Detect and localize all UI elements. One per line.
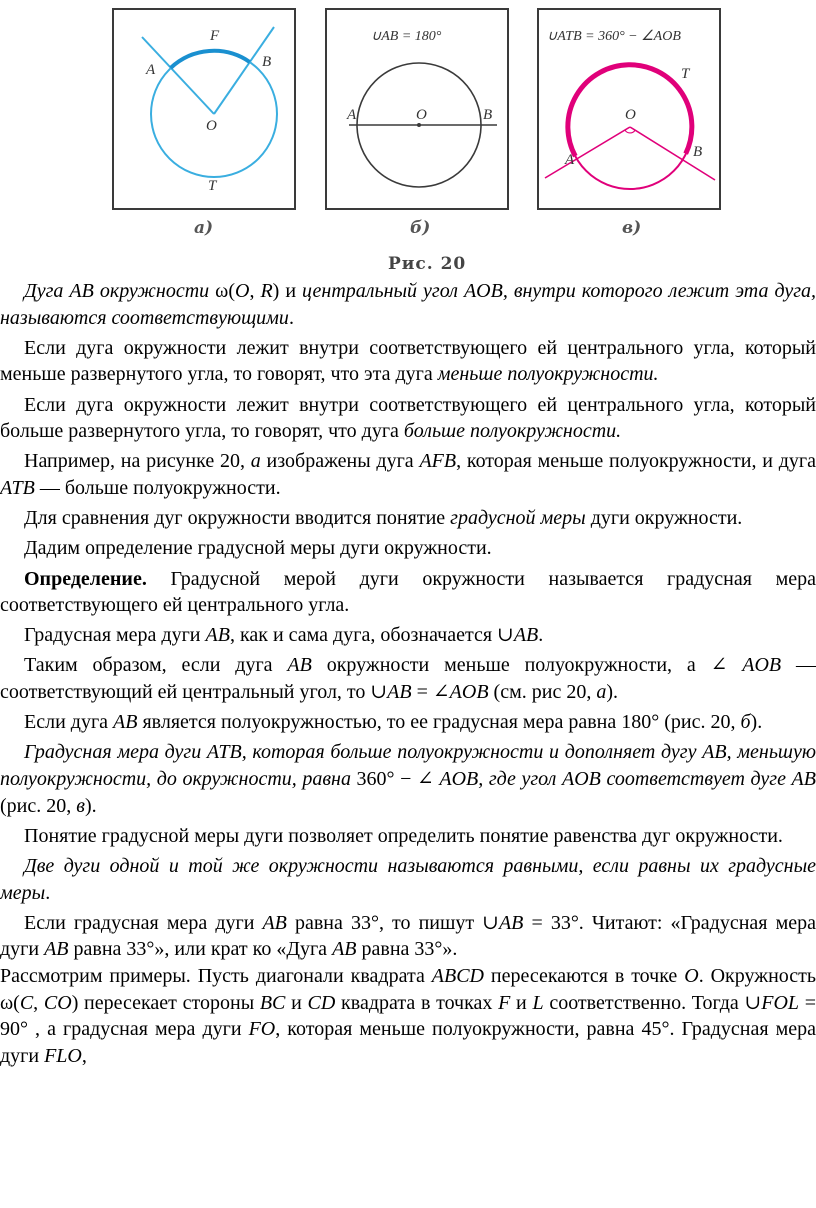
text-span: R bbox=[260, 280, 273, 302]
text-span: Градусная мера дуги bbox=[24, 624, 206, 647]
figure-b bbox=[325, 8, 509, 210]
text-span: Таким образом, если дуга bbox=[24, 654, 288, 677]
text-span: — соответствующий ей центральный угол, то ∪ bbox=[0, 654, 816, 704]
text-span: F bbox=[498, 991, 511, 1014]
paragraph-11 bbox=[0, 739, 816, 819]
text-span: дуги окружности. bbox=[585, 507, 743, 530]
text-span: L bbox=[532, 991, 544, 1014]
text-span: ATB bbox=[0, 476, 35, 499]
text-span: Градусная мера дуги ATB, которая больше полуокружности и дополняет дугу AB, меньшую полуокружности, до окружности, равна bbox=[0, 741, 816, 791]
text-span: — больше полуокружности. bbox=[34, 476, 281, 499]
text-span: CD bbox=[307, 991, 336, 1014]
point-f-label: F bbox=[210, 28, 220, 44]
text-span: = ∠ bbox=[411, 681, 450, 704]
text-span: равна 33°, то пишут ∪ bbox=[286, 911, 499, 934]
text-span: и bbox=[285, 991, 308, 1014]
text-span: AB bbox=[205, 624, 230, 647]
text-span: Если дуга окружности лежит внутри соответствующего ей центрального угла, который больше развернутого угла, то говорят, что дуга bbox=[0, 393, 816, 443]
text-span: ) пересекает стороны bbox=[71, 991, 260, 1014]
figure-b-title: ∪AB = 180° bbox=[371, 29, 442, 44]
text-span: Дадим определение градусной меры дуги окружности. bbox=[24, 537, 492, 560]
text-span: центральный угол AOB bbox=[302, 280, 503, 302]
paragraph-15 bbox=[0, 963, 816, 1069]
text-span: AB bbox=[498, 911, 524, 934]
figure-a bbox=[112, 8, 296, 210]
text-span: и bbox=[510, 991, 533, 1014]
paragraph-13 bbox=[0, 853, 816, 906]
text-span: AFB bbox=[419, 450, 457, 473]
text-span: CO bbox=[43, 991, 72, 1014]
text-span: ABCD bbox=[431, 964, 484, 987]
figure-c-title: ∪ATB = 360° − ∠AOB bbox=[547, 29, 681, 44]
text-span: а bbox=[250, 450, 261, 473]
figure-a-label: а) bbox=[194, 218, 214, 238]
text-span: = 90° , а градусная мера дуги bbox=[0, 991, 816, 1041]
text-span: б bbox=[740, 711, 751, 734]
point-b-label: B bbox=[693, 144, 703, 160]
text-span: AB bbox=[513, 624, 539, 647]
text-span: AOB bbox=[742, 654, 782, 677]
text-span: = 33°. Читают: «Градусная мера дуги bbox=[0, 911, 816, 961]
text-span: Понятие градусной меры дуги позволяет определить понятие равенства дуг окружности. bbox=[24, 824, 783, 847]
figure-a-drawing bbox=[114, 10, 298, 212]
point-b-label: B bbox=[483, 107, 493, 123]
text-span: AOB bbox=[439, 768, 479, 791]
text-span: AB bbox=[113, 711, 138, 734]
text-span: AOB bbox=[449, 681, 489, 704]
point-o-label: O bbox=[416, 107, 427, 123]
paragraph-14 bbox=[0, 910, 816, 963]
text-span: 360° − ∠ bbox=[350, 768, 440, 791]
text-span: равна 33°», или крат ко «Дуга bbox=[68, 938, 333, 961]
point-o-label: O bbox=[206, 118, 217, 134]
figure-c bbox=[537, 8, 721, 210]
paragraph-10 bbox=[0, 709, 816, 736]
point-o-label: O bbox=[625, 107, 636, 123]
text-span: . bbox=[288, 306, 294, 329]
text-span: C bbox=[19, 991, 34, 1014]
point-t-label: T bbox=[681, 66, 690, 82]
text-span: (рис. 20, bbox=[0, 794, 77, 817]
text-span: BC bbox=[259, 991, 286, 1014]
paragraph-5 bbox=[0, 505, 816, 532]
text-span: , внутри которого лежит эта дуга, называются соответствующими bbox=[0, 280, 816, 329]
text-span: , где угол AOB соответствует дуге AB bbox=[478, 768, 816, 791]
text-span: , bbox=[249, 280, 261, 302]
body-text bbox=[0, 278, 816, 1073]
point-a-label: A bbox=[146, 62, 156, 78]
text-span: ω( bbox=[215, 280, 235, 302]
paragraph-2 bbox=[0, 335, 816, 388]
text-span: градусной меры bbox=[450, 507, 586, 530]
figure-caption: Рис. 20 bbox=[388, 254, 467, 274]
text-span: Рассмотрим примеры. Пусть диагонали квадрата bbox=[0, 964, 432, 987]
text-span: окружности меньше полуокружности, а ∠ bbox=[311, 654, 743, 677]
paragraph-6 bbox=[0, 535, 816, 562]
text-span: равна 33°». bbox=[356, 938, 458, 961]
text-span: Градусной мерой дуги окружности называется градусная мера соответствующего ей центрального угла. bbox=[0, 567, 816, 617]
text-span: ). bbox=[750, 711, 763, 734]
center-o bbox=[417, 123, 421, 127]
text-span: FOL bbox=[761, 991, 800, 1014]
point-b-label: B bbox=[262, 54, 272, 70]
text-span: FLO bbox=[44, 1044, 82, 1067]
text-span: пересекаются в точке bbox=[483, 964, 685, 987]
paragraph-1 bbox=[0, 278, 816, 331]
definition-label: Определение. bbox=[24, 567, 147, 590]
text-span: является полуокружностью, то ее градусная мера равна 180° (рис. 20, bbox=[137, 711, 741, 734]
point-a-label: A bbox=[347, 107, 357, 123]
text-span: ) и bbox=[272, 280, 303, 302]
text-span: (см. рис 20, bbox=[488, 681, 597, 704]
text-span: , bbox=[81, 1044, 87, 1067]
text-span: . bbox=[45, 881, 51, 904]
text-span: AB bbox=[332, 938, 357, 961]
text-span: Для сравнения дуг окружности вводится понятие bbox=[24, 507, 451, 530]
paragraph-9 bbox=[0, 652, 816, 705]
text-span: больше полуокружности. bbox=[403, 420, 622, 443]
text-span: Если дуга окружности лежит внутри соответствующего ей центрального угла, который меньше развернутого угла, то говорят, что эта дуга bbox=[0, 336, 816, 386]
text-span: O bbox=[684, 964, 699, 987]
text-span: в bbox=[76, 794, 85, 817]
text-span: Дуга AB окружности bbox=[24, 280, 216, 302]
paragraph-12 bbox=[0, 823, 816, 850]
text-span: AB bbox=[387, 681, 412, 704]
paragraph-4 bbox=[0, 448, 816, 501]
text-span: Если дуга bbox=[24, 711, 114, 734]
text-span: ). bbox=[84, 794, 97, 817]
arc-afb bbox=[171, 51, 250, 68]
text-span: а bbox=[596, 681, 607, 704]
text-span: , bbox=[33, 991, 44, 1014]
text-span: , которая меньше полуокружности, и дуга bbox=[456, 450, 816, 473]
text-span: меньше полуокружности. bbox=[437, 363, 659, 386]
text-span: квадрата в точках bbox=[335, 991, 499, 1014]
text-span: FO bbox=[248, 1018, 276, 1041]
point-a-label: A bbox=[565, 152, 575, 168]
figure-c-label: в) bbox=[622, 218, 642, 238]
text-span: O bbox=[234, 280, 250, 302]
point-t-label: T bbox=[208, 178, 217, 194]
text-span: Две дуги одной и той же окружности называются равными, если равны их градусные меры bbox=[0, 855, 816, 904]
ray-ob bbox=[214, 27, 274, 114]
text-span: , которая меньше полуокружности, равна 45°. Градусная мера дуги bbox=[0, 1018, 816, 1067]
paragraph-3 bbox=[0, 392, 816, 445]
figure-c-drawing bbox=[539, 10, 723, 212]
text-span: ). bbox=[606, 681, 618, 704]
text-span: , как и сама дуга, обозначается ∪ bbox=[229, 624, 514, 647]
paragraph-8 bbox=[0, 622, 816, 649]
text-span: . Окружность ω( bbox=[0, 964, 816, 1014]
text-span: Если градусная мера дуги bbox=[24, 911, 263, 934]
angle-aob-mark bbox=[625, 130, 635, 133]
text-span: . bbox=[538, 624, 544, 647]
text-span: AB bbox=[44, 938, 69, 961]
text-span: AB bbox=[287, 654, 312, 677]
text-span: AB bbox=[262, 911, 287, 934]
text-span: соответственно. Тогда ∪ bbox=[543, 991, 762, 1014]
ray-oa bbox=[545, 127, 630, 178]
figure-b-drawing bbox=[327, 10, 511, 212]
text-span: Например, на рисунке 20, bbox=[24, 450, 251, 473]
figure-b-label: б) bbox=[410, 218, 431, 238]
paragraph-7 bbox=[0, 566, 816, 619]
text-span: изображены дуга bbox=[260, 450, 420, 473]
